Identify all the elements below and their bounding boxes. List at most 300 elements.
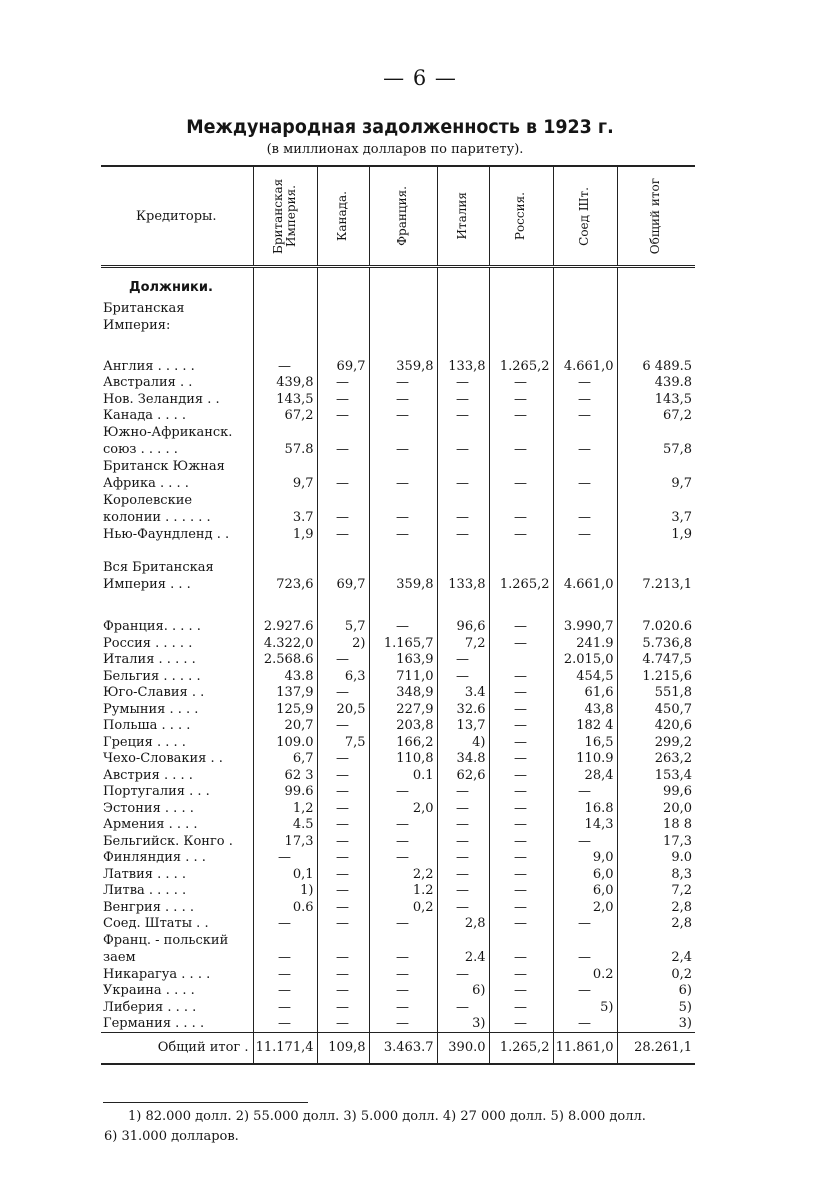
page-subtitle: (в миллионах долларов по паритету). bbox=[266, 142, 524, 157]
value-cell: — bbox=[553, 408, 617, 425]
value-cell: — bbox=[489, 817, 553, 834]
value-cell: 1,9 bbox=[617, 526, 695, 543]
value-cell: 3) bbox=[437, 1016, 489, 1033]
value-cell: — bbox=[369, 391, 437, 408]
value-cell: 28,4 bbox=[553, 767, 617, 784]
table-row bbox=[101, 767, 695, 784]
table-row bbox=[101, 916, 695, 933]
value-cell: — bbox=[369, 916, 437, 933]
row-label: Португалия . . . bbox=[103, 784, 210, 799]
row-label: Австрия . . . . bbox=[103, 767, 193, 783]
value-cell: — bbox=[253, 932, 317, 966]
value-cell: 2,8 bbox=[617, 916, 695, 933]
value-cell: 0,2 bbox=[617, 966, 695, 983]
value-cell: 67,2 bbox=[253, 408, 317, 425]
value-cell: — bbox=[489, 408, 553, 425]
grand-total-value: 28.261,1 bbox=[617, 1033, 695, 1065]
value-cell: — bbox=[317, 1016, 369, 1033]
header-italy-label: Италия bbox=[455, 192, 469, 240]
value-cell: 2,4 bbox=[617, 932, 695, 966]
value-cell: 4.322,0 bbox=[253, 635, 317, 652]
table-body bbox=[101, 267, 695, 1065]
value-cell: — bbox=[317, 391, 369, 408]
grand-total-value: 11.171,4 bbox=[253, 1033, 317, 1065]
value-cell: 7,2 bbox=[617, 883, 695, 900]
row-label: Никарагуа . . . . bbox=[103, 966, 211, 982]
value-cell: — bbox=[489, 916, 553, 933]
value-cell: 4.661,0 bbox=[553, 358, 617, 375]
footnote-line-2: 6) 31.000 долларов. bbox=[104, 1129, 239, 1144]
value-cell: 6 489.5 bbox=[617, 358, 695, 375]
value-cell: — bbox=[369, 817, 437, 834]
value-cell: 711,0 bbox=[369, 668, 437, 685]
value-cell: — bbox=[489, 833, 553, 850]
value-cell: 1.165,7 bbox=[369, 635, 437, 652]
value-cell: 6,0 bbox=[553, 866, 617, 883]
row-label: Латвия . . . . bbox=[103, 866, 187, 882]
value-cell: — bbox=[489, 718, 553, 735]
value-cell: — bbox=[489, 899, 553, 916]
row-label: Финляндия . . . bbox=[103, 850, 206, 865]
row-label: Австралия . . bbox=[103, 375, 193, 390]
value-cell: 359,8 bbox=[369, 557, 437, 593]
table-header-row bbox=[101, 166, 695, 267]
value-cell: 5,7 bbox=[317, 619, 369, 636]
value-cell: 348,9 bbox=[369, 685, 437, 702]
value-cell: 62,6 bbox=[437, 767, 489, 784]
value-cell: 1.265,2 bbox=[489, 557, 553, 593]
table-row bbox=[101, 817, 695, 834]
value-cell: — bbox=[553, 424, 617, 458]
value-cell: — bbox=[369, 850, 437, 867]
value-cell: 2,8 bbox=[437, 916, 489, 933]
value-cell: 5.736,8 bbox=[617, 635, 695, 652]
value-cell: 9,0 bbox=[553, 850, 617, 867]
table-row bbox=[101, 458, 695, 492]
value-cell: 9.0 bbox=[617, 850, 695, 867]
value-cell: — bbox=[489, 784, 553, 801]
value-cell: — bbox=[369, 492, 437, 526]
value-cell: 133,8 bbox=[437, 557, 489, 593]
value-cell: — bbox=[489, 492, 553, 526]
footnote-line-1: 1) 82.000 долл. 2) 55.000 долл. 3) 5.000 долл. 4) 27 000 долл. 5) 8.000 долл. bbox=[128, 1109, 646, 1124]
value-cell: — bbox=[437, 966, 489, 983]
value-cell: — bbox=[437, 800, 489, 817]
value-cell: — bbox=[553, 833, 617, 850]
grand-total-row bbox=[101, 1033, 695, 1065]
value-cell: 153,4 bbox=[617, 767, 695, 784]
value-cell: 163,9 bbox=[369, 652, 437, 669]
value-cell: 420,6 bbox=[617, 718, 695, 735]
table-row bbox=[101, 850, 695, 867]
value-cell: — bbox=[369, 833, 437, 850]
value-cell: 7,2 bbox=[437, 635, 489, 652]
header-canada-label: Канада. bbox=[335, 191, 349, 241]
value-cell: — bbox=[317, 375, 369, 392]
value-cell: — bbox=[437, 391, 489, 408]
value-cell: 4.5 bbox=[253, 817, 317, 834]
header-russia-label: Россия. bbox=[513, 191, 527, 241]
value-cell: 3.7 bbox=[253, 492, 317, 526]
value-cell: 439,8 bbox=[253, 375, 317, 392]
value-cell: 9,7 bbox=[253, 458, 317, 492]
header-canada bbox=[317, 166, 369, 267]
page-title: Международная задолженность в 1923 г. bbox=[186, 116, 614, 138]
value-cell: 43,8 bbox=[553, 701, 617, 718]
value-cell: 61,6 bbox=[553, 685, 617, 702]
table-row bbox=[101, 751, 695, 768]
table-row bbox=[101, 424, 695, 458]
value-cell: — bbox=[553, 492, 617, 526]
value-cell: — bbox=[553, 784, 617, 801]
row-label: Бельгийск. Конго . bbox=[103, 833, 233, 849]
row-label: Франц. - польский заем bbox=[103, 933, 229, 965]
footnote-rule bbox=[103, 1102, 308, 1103]
row-label: Литва . . . . . bbox=[103, 883, 187, 898]
value-cell: 2) bbox=[317, 635, 369, 652]
row-label: Королевские колонии . . . . . . bbox=[103, 493, 211, 525]
row-label: Канада . . . . bbox=[103, 408, 187, 423]
value-cell: — bbox=[437, 408, 489, 425]
value-cell: — bbox=[437, 999, 489, 1016]
row-label: Венгрия . . . . bbox=[103, 899, 194, 915]
grand-total-value: 109,8 bbox=[317, 1033, 369, 1065]
value-cell: 166,2 bbox=[369, 734, 437, 751]
value-cell: — bbox=[489, 526, 553, 543]
row-label: Либерия . . . . bbox=[103, 999, 197, 1015]
value-cell: — bbox=[437, 375, 489, 392]
value-cell: 143,5 bbox=[253, 391, 317, 408]
grand-total-value: 11.861,0 bbox=[553, 1033, 617, 1065]
value-cell: — bbox=[369, 999, 437, 1016]
value-cell: 69,7 bbox=[317, 358, 369, 375]
value-cell: — bbox=[317, 966, 369, 983]
row-label: Юго-Славия . . bbox=[103, 685, 205, 700]
value-cell: — bbox=[317, 767, 369, 784]
value-cell: — bbox=[317, 718, 369, 735]
value-cell: 6) bbox=[617, 983, 695, 1000]
value-cell: — bbox=[317, 866, 369, 883]
table-row bbox=[101, 999, 695, 1016]
value-cell: 110,8 bbox=[369, 751, 437, 768]
value-cell: 20,7 bbox=[253, 718, 317, 735]
header-usa bbox=[553, 166, 617, 267]
value-cell: — bbox=[489, 619, 553, 636]
value-cell: — bbox=[253, 983, 317, 1000]
value-cell: 0.6 bbox=[253, 899, 317, 916]
table-row bbox=[101, 932, 695, 966]
value-cell: — bbox=[317, 800, 369, 817]
table-row bbox=[101, 800, 695, 817]
value-cell: — bbox=[317, 833, 369, 850]
value-cell: 5) bbox=[553, 999, 617, 1016]
value-cell: 143,5 bbox=[617, 391, 695, 408]
value-cell: 99.6 bbox=[253, 784, 317, 801]
value-cell: — bbox=[489, 999, 553, 1016]
header-russia bbox=[489, 166, 553, 267]
table-row bbox=[101, 652, 695, 669]
value-cell: — bbox=[317, 817, 369, 834]
value-cell: 2.015,0 bbox=[553, 652, 617, 669]
table-row bbox=[101, 391, 695, 408]
value-cell: — bbox=[253, 1016, 317, 1033]
grand-total-value: 1.265,2 bbox=[489, 1033, 553, 1065]
section-row bbox=[101, 267, 695, 297]
row-label: Италия . . . . . bbox=[103, 652, 196, 667]
table-row bbox=[101, 408, 695, 425]
table-row bbox=[101, 784, 695, 801]
row-label: Нью-Фаундленд . . bbox=[103, 526, 230, 542]
value-cell: — bbox=[553, 1016, 617, 1033]
value-cell: — bbox=[489, 983, 553, 1000]
value-cell: — bbox=[369, 458, 437, 492]
value-cell: 0.2 bbox=[553, 966, 617, 983]
value-cell: — bbox=[489, 375, 553, 392]
footnotes bbox=[104, 1107, 704, 1147]
value-cell: 67,2 bbox=[617, 408, 695, 425]
row-label: Румыния . . . . bbox=[103, 701, 199, 717]
value-cell: — bbox=[489, 685, 553, 702]
grand-total-value: 390.0 bbox=[437, 1033, 489, 1065]
row-label: Греция . . . . bbox=[103, 734, 186, 750]
grand-total-value: 3.463.7 bbox=[369, 1033, 437, 1065]
value-cell: 3.4 bbox=[437, 685, 489, 702]
value-cell: 1,9 bbox=[253, 526, 317, 543]
value-cell: 125,9 bbox=[253, 701, 317, 718]
value-cell: 241.9 bbox=[553, 635, 617, 652]
debt-table bbox=[101, 165, 695, 1065]
value-cell: — bbox=[317, 751, 369, 768]
table-row bbox=[101, 883, 695, 900]
spacer-row bbox=[101, 344, 695, 358]
value-cell: 133,8 bbox=[437, 358, 489, 375]
value-cell: — bbox=[489, 800, 553, 817]
value-cell: — bbox=[437, 866, 489, 883]
value-cell: 7,5 bbox=[317, 734, 369, 751]
value-cell: 2,0 bbox=[369, 800, 437, 817]
section-label: Должники. bbox=[129, 280, 213, 295]
value-cell: — bbox=[317, 916, 369, 933]
value-cell: — bbox=[317, 458, 369, 492]
value-cell: — bbox=[317, 932, 369, 966]
table-row bbox=[101, 718, 695, 735]
value-cell: 1.215,6 bbox=[617, 668, 695, 685]
value-cell: — bbox=[489, 751, 553, 768]
value-cell: — bbox=[489, 850, 553, 867]
value-cell: — bbox=[317, 883, 369, 900]
value-cell: 3.990,7 bbox=[553, 619, 617, 636]
value-cell: 2.568.6 bbox=[253, 652, 317, 669]
value-cell: 7.213,1 bbox=[617, 557, 695, 593]
value-cell: 450,7 bbox=[617, 701, 695, 718]
british-header-label: Британская Империя: bbox=[103, 301, 185, 333]
table-row bbox=[101, 734, 695, 751]
value-cell: — bbox=[437, 883, 489, 900]
value-cell: — bbox=[317, 999, 369, 1016]
value-cell: 203,8 bbox=[369, 718, 437, 735]
header-usa-label: Соед Шт. bbox=[577, 186, 591, 246]
table-row bbox=[101, 1016, 695, 1033]
value-cell: — bbox=[317, 408, 369, 425]
value-cell: 5) bbox=[617, 999, 695, 1016]
value-cell: 0,2 bbox=[369, 899, 437, 916]
value-cell: 6,3 bbox=[317, 668, 369, 685]
spacer-row bbox=[101, 543, 695, 557]
row-label: Чехо-Словакия . . bbox=[103, 751, 223, 766]
value-cell: — bbox=[437, 784, 489, 801]
value-cell: — bbox=[369, 408, 437, 425]
value-cell: 18 8 bbox=[617, 817, 695, 834]
value-cell: 2,0 bbox=[553, 899, 617, 916]
value-cell: 6,7 bbox=[253, 751, 317, 768]
value-cell: 1,2 bbox=[253, 800, 317, 817]
value-cell: 9,7 bbox=[617, 458, 695, 492]
value-cell: — bbox=[317, 685, 369, 702]
value-cell: 2.4 bbox=[437, 932, 489, 966]
value-cell: — bbox=[369, 983, 437, 1000]
value-cell: 551,8 bbox=[617, 685, 695, 702]
value-cell: 34.8 bbox=[437, 751, 489, 768]
value-cell: — bbox=[369, 526, 437, 543]
value-cell: 69,7 bbox=[317, 557, 369, 593]
value-cell: 359,8 bbox=[369, 358, 437, 375]
value-cell: — bbox=[489, 932, 553, 966]
value-cell: 0.1 bbox=[369, 767, 437, 784]
row-label: Соед. Штаты . . bbox=[103, 916, 209, 931]
value-cell: 17,3 bbox=[253, 833, 317, 850]
british-total-row bbox=[101, 557, 695, 593]
table-row bbox=[101, 866, 695, 883]
value-cell: — bbox=[369, 1016, 437, 1033]
header-creditors: Кредиторы. bbox=[101, 166, 253, 267]
value-cell: — bbox=[317, 424, 369, 458]
table-row bbox=[101, 833, 695, 850]
table-row bbox=[101, 492, 695, 526]
table-row bbox=[101, 701, 695, 718]
value-cell: — bbox=[489, 1016, 553, 1033]
value-cell: 20,5 bbox=[317, 701, 369, 718]
value-cell: — bbox=[553, 391, 617, 408]
header-italy bbox=[437, 166, 489, 267]
value-cell: 96,6 bbox=[437, 619, 489, 636]
value-cell: — bbox=[369, 932, 437, 966]
value-cell: — bbox=[369, 619, 437, 636]
value-cell: — bbox=[489, 883, 553, 900]
row-label: Англия . . . . . bbox=[103, 358, 195, 374]
value-cell: — bbox=[317, 492, 369, 526]
value-cell: — bbox=[437, 668, 489, 685]
page-number: — 6 — bbox=[383, 66, 457, 90]
value-cell: 4) bbox=[437, 734, 489, 751]
row-label: Германия . . . . bbox=[103, 1016, 205, 1031]
value-cell: — bbox=[489, 966, 553, 983]
value-cell: 454,5 bbox=[553, 668, 617, 685]
value-cell: — bbox=[489, 424, 553, 458]
value-cell: — bbox=[317, 899, 369, 916]
value-cell: 4.747,5 bbox=[617, 652, 695, 669]
value-cell: — bbox=[437, 458, 489, 492]
table-row bbox=[101, 619, 695, 636]
value-cell: 2.927.6 bbox=[253, 619, 317, 636]
value-cell: 7.020.6 bbox=[617, 619, 695, 636]
value-cell: — bbox=[369, 966, 437, 983]
british-header-row bbox=[101, 296, 695, 344]
value-cell: 1.265,2 bbox=[489, 358, 553, 375]
value-cell: — bbox=[437, 652, 489, 669]
value-cell: 1) bbox=[253, 883, 317, 900]
value-cell: 57,8 bbox=[617, 424, 695, 458]
value-cell: — bbox=[489, 701, 553, 718]
value-cell: — bbox=[489, 635, 553, 652]
header-france-label: Франция. bbox=[395, 186, 409, 246]
row-label: Франция. . . . . bbox=[103, 619, 201, 634]
value-cell: 2,2 bbox=[369, 866, 437, 883]
value-cell: — bbox=[437, 526, 489, 543]
table-row bbox=[101, 966, 695, 983]
value-cell: — bbox=[253, 358, 317, 375]
value-cell: 62 3 bbox=[253, 767, 317, 784]
table-row bbox=[101, 899, 695, 916]
header-british-empire-label: Британская Империя. bbox=[270, 178, 298, 254]
value-cell: 137,9 bbox=[253, 685, 317, 702]
row-label: Польша . . . . bbox=[103, 718, 191, 733]
value-cell: 43.8 bbox=[253, 668, 317, 685]
value-cell: 3,7 bbox=[617, 492, 695, 526]
value-cell: — bbox=[317, 850, 369, 867]
value-cell: — bbox=[369, 375, 437, 392]
row-label: Бельгия . . . . . bbox=[103, 668, 201, 684]
table-row bbox=[101, 668, 695, 685]
row-label: Украина . . . . bbox=[103, 983, 195, 998]
value-cell: — bbox=[437, 833, 489, 850]
value-cell: 6,0 bbox=[553, 883, 617, 900]
value-cell: 3) bbox=[617, 1016, 695, 1033]
table-row bbox=[101, 526, 695, 543]
value-cell: — bbox=[253, 850, 317, 867]
row-label: Британск Южная Африка . . . . bbox=[103, 459, 225, 491]
value-cell: — bbox=[489, 668, 553, 685]
table-row bbox=[101, 635, 695, 652]
value-cell: 17,3 bbox=[617, 833, 695, 850]
value-cell: 57.8 bbox=[253, 424, 317, 458]
value-cell: 4.661,0 bbox=[553, 557, 617, 593]
value-cell: — bbox=[489, 767, 553, 784]
value-cell: 14,3 bbox=[553, 817, 617, 834]
value-cell: — bbox=[317, 784, 369, 801]
value-cell: — bbox=[553, 983, 617, 1000]
header-british-empire bbox=[253, 166, 317, 267]
value-cell: — bbox=[437, 899, 489, 916]
row-label: Армения . . . . bbox=[103, 817, 198, 832]
header-france bbox=[369, 166, 437, 267]
value-cell: — bbox=[553, 916, 617, 933]
value-cell: — bbox=[553, 375, 617, 392]
table-row bbox=[101, 358, 695, 375]
row-label: Южно-Африканск. союз . . . . . bbox=[103, 425, 233, 457]
value-cell: — bbox=[489, 866, 553, 883]
value-cell: 16,5 bbox=[553, 734, 617, 751]
grand-total-label: Общий итог . bbox=[101, 1033, 253, 1065]
spacer-row bbox=[101, 593, 695, 619]
value-cell: — bbox=[437, 850, 489, 867]
value-cell: 99,6 bbox=[617, 784, 695, 801]
table-row bbox=[101, 375, 695, 392]
value-cell: 182 4 bbox=[553, 718, 617, 735]
value-cell: 8,3 bbox=[617, 866, 695, 883]
value-cell: — bbox=[317, 652, 369, 669]
row-label: Вся Британская Империя . . . bbox=[103, 559, 214, 592]
value-cell: — bbox=[489, 734, 553, 751]
